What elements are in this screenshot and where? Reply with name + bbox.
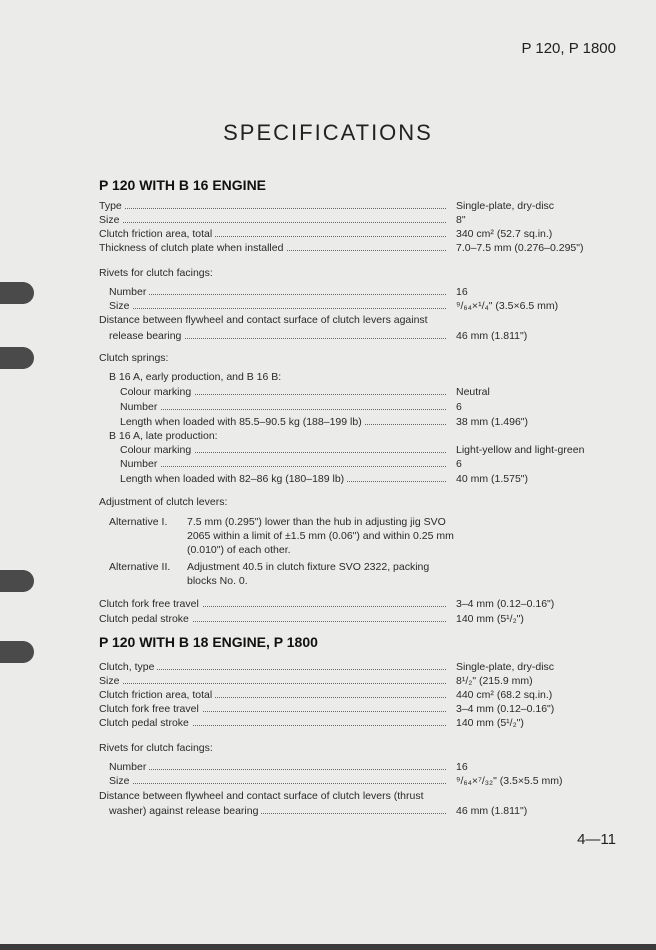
spec-label: Clutch fork free travel — [99, 597, 202, 611]
model-header: P 120, P 1800 — [521, 40, 616, 57]
spec-value: 16 — [456, 761, 468, 773]
spec-label: Number — [120, 400, 160, 414]
spec-value: 140 mm (5¹/₂") — [456, 613, 524, 625]
binder-hole-3 — [0, 570, 34, 592]
spec-row-fork-travel — [0, 702, 656, 716]
spec-label: Clutch friction area, total — [99, 688, 215, 702]
spec-value: 3–4 mm (0.12–0.16") — [456, 598, 555, 610]
spec-value: 7.0–7.5 mm (0.276–0.295") — [456, 242, 584, 254]
spec-row-thickness — [0, 241, 656, 255]
spec-value: ⁹/₆₄×¹/₄" (3.5×6.5 mm) — [456, 300, 559, 312]
spec-value: 8" — [456, 214, 466, 226]
spec-row-fork-travel — [0, 597, 656, 611]
spec-row-rivet-number — [0, 285, 656, 299]
subheading-rivets: Rivets for clutch facings: — [99, 267, 213, 279]
spec-value: 38 mm (1.496") — [456, 416, 529, 428]
alternative-1-text: 7.5 mm (0.295") lower than the hub in adjusting jig SVO 2065 within a limit of ±1.5 mm (0.06") and within 0.25 mm (0.010") of each other. — [187, 516, 454, 556]
spec-label: Size — [109, 299, 132, 313]
subheading-late-production: B 16 A, late production: — [109, 430, 218, 442]
spec-label: Colour marking — [120, 443, 194, 457]
spec-row-rivet-number — [0, 760, 656, 774]
spec-value: 8¹/₂" (215.9 mm) — [456, 675, 533, 687]
section-heading-b16: P 120 WITH B 16 ENGINE — [99, 177, 267, 193]
spec-row-early-length — [0, 415, 656, 429]
spec-row-late-number — [0, 457, 656, 471]
spec-row-type — [0, 199, 656, 213]
spec-label: Number — [109, 285, 149, 299]
alternative-2-label: Alternative II. — [109, 561, 171, 573]
spec-row-area — [0, 688, 656, 702]
spec-label: release bearing — [109, 329, 184, 343]
scan-edge — [0, 944, 656, 950]
spec-row-rivet-size — [0, 774, 656, 788]
page-number: 4—11 — [577, 831, 616, 848]
alternative-2-text: Adjustment 40.5 in clutch fixture SVO 2322, packing blocks No. 0. — [187, 561, 430, 587]
spec-row-distance — [0, 804, 656, 818]
distance-text: Distance between flywheel and contact surface of clutch levers (thrust — [99, 790, 424, 802]
spec-value: Single-plate, dry-disc — [456, 200, 555, 212]
spec-label: Number — [120, 457, 160, 471]
spec-value: 16 — [456, 286, 468, 298]
spec-row-distance — [0, 329, 656, 343]
spec-label: Size — [99, 213, 122, 227]
spec-row-pedal-stroke — [0, 612, 656, 626]
distance-text: Distance between flywheel and contact surface of clutch levers against — [99, 314, 428, 326]
spec-row-area — [0, 227, 656, 241]
spec-value: 46 mm (1.811") — [456, 805, 528, 817]
spec-row-clutch-type — [0, 660, 656, 674]
spec-row-late-length — [0, 472, 656, 486]
spec-row-late-colour — [0, 443, 656, 457]
subheading-early-production: B 16 A, early production, and B 16 B: — [109, 371, 282, 383]
spec-label: Clutch, type — [99, 660, 157, 674]
spec-label: Clutch pedal stroke — [99, 612, 192, 626]
spec-row-early-colour — [0, 385, 656, 399]
spec-row-pedal-stroke — [0, 716, 656, 730]
spec-value: 340 cm² (52.7 sq.in.) — [456, 228, 553, 240]
spec-value: 40 mm (1.575") — [456, 473, 529, 485]
spec-value: 140 mm (5¹/₂") — [456, 717, 524, 729]
subheading-adjustment: Adjustment of clutch levers: — [99, 496, 228, 508]
page-title: SPECIFICATIONS — [223, 120, 433, 145]
spec-label: Clutch friction area, total — [99, 227, 215, 241]
spec-label: Thickness of clutch plate when installed — [99, 241, 286, 255]
spec-label: Size — [99, 674, 122, 688]
spec-value: 6 — [456, 458, 462, 470]
spec-label: Size — [109, 774, 132, 788]
alternative-1-label: Alternative I. — [109, 516, 168, 528]
spec-value: ⁹/₆₄×⁷/₃₂" (3.5×5.5 mm) — [456, 775, 563, 787]
spec-value: 46 mm (1.811") — [456, 330, 528, 342]
spec-label: washer) against release bearing — [109, 804, 261, 818]
binder-hole-2 — [0, 347, 34, 369]
spec-row-size — [0, 213, 656, 227]
spec-label: Length when loaded with 85.5–90.5 kg (188–199 lb) — [120, 415, 365, 429]
spec-value: Light-yellow and light-green — [456, 444, 585, 456]
spec-label: Type — [99, 199, 125, 213]
subheading-rivets: Rivets for clutch facings: — [99, 742, 213, 754]
spec-value: Single-plate, dry-disc — [456, 661, 555, 673]
spec-row-size — [0, 674, 656, 688]
spec-label: Number — [109, 760, 149, 774]
spec-label: Clutch pedal stroke — [99, 716, 192, 730]
section-heading-b18: P 120 WITH B 18 ENGINE, P 1800 — [99, 634, 318, 650]
spec-label: Length when loaded with 82–86 kg (180–189 lb) — [120, 472, 347, 486]
subheading-springs: Clutch springs: — [99, 352, 169, 364]
spec-value: 6 — [456, 401, 462, 413]
spec-label: Colour marking — [120, 385, 194, 399]
spec-value: Neutral — [456, 386, 490, 398]
spec-value: 3–4 mm (0.12–0.16") — [456, 703, 555, 715]
spec-row-early-number — [0, 400, 656, 414]
spec-value: 440 cm² (68.2 sq.in.) — [456, 689, 553, 701]
spec-row-rivet-size — [0, 299, 656, 313]
spec-label: Clutch fork free travel — [99, 702, 202, 716]
